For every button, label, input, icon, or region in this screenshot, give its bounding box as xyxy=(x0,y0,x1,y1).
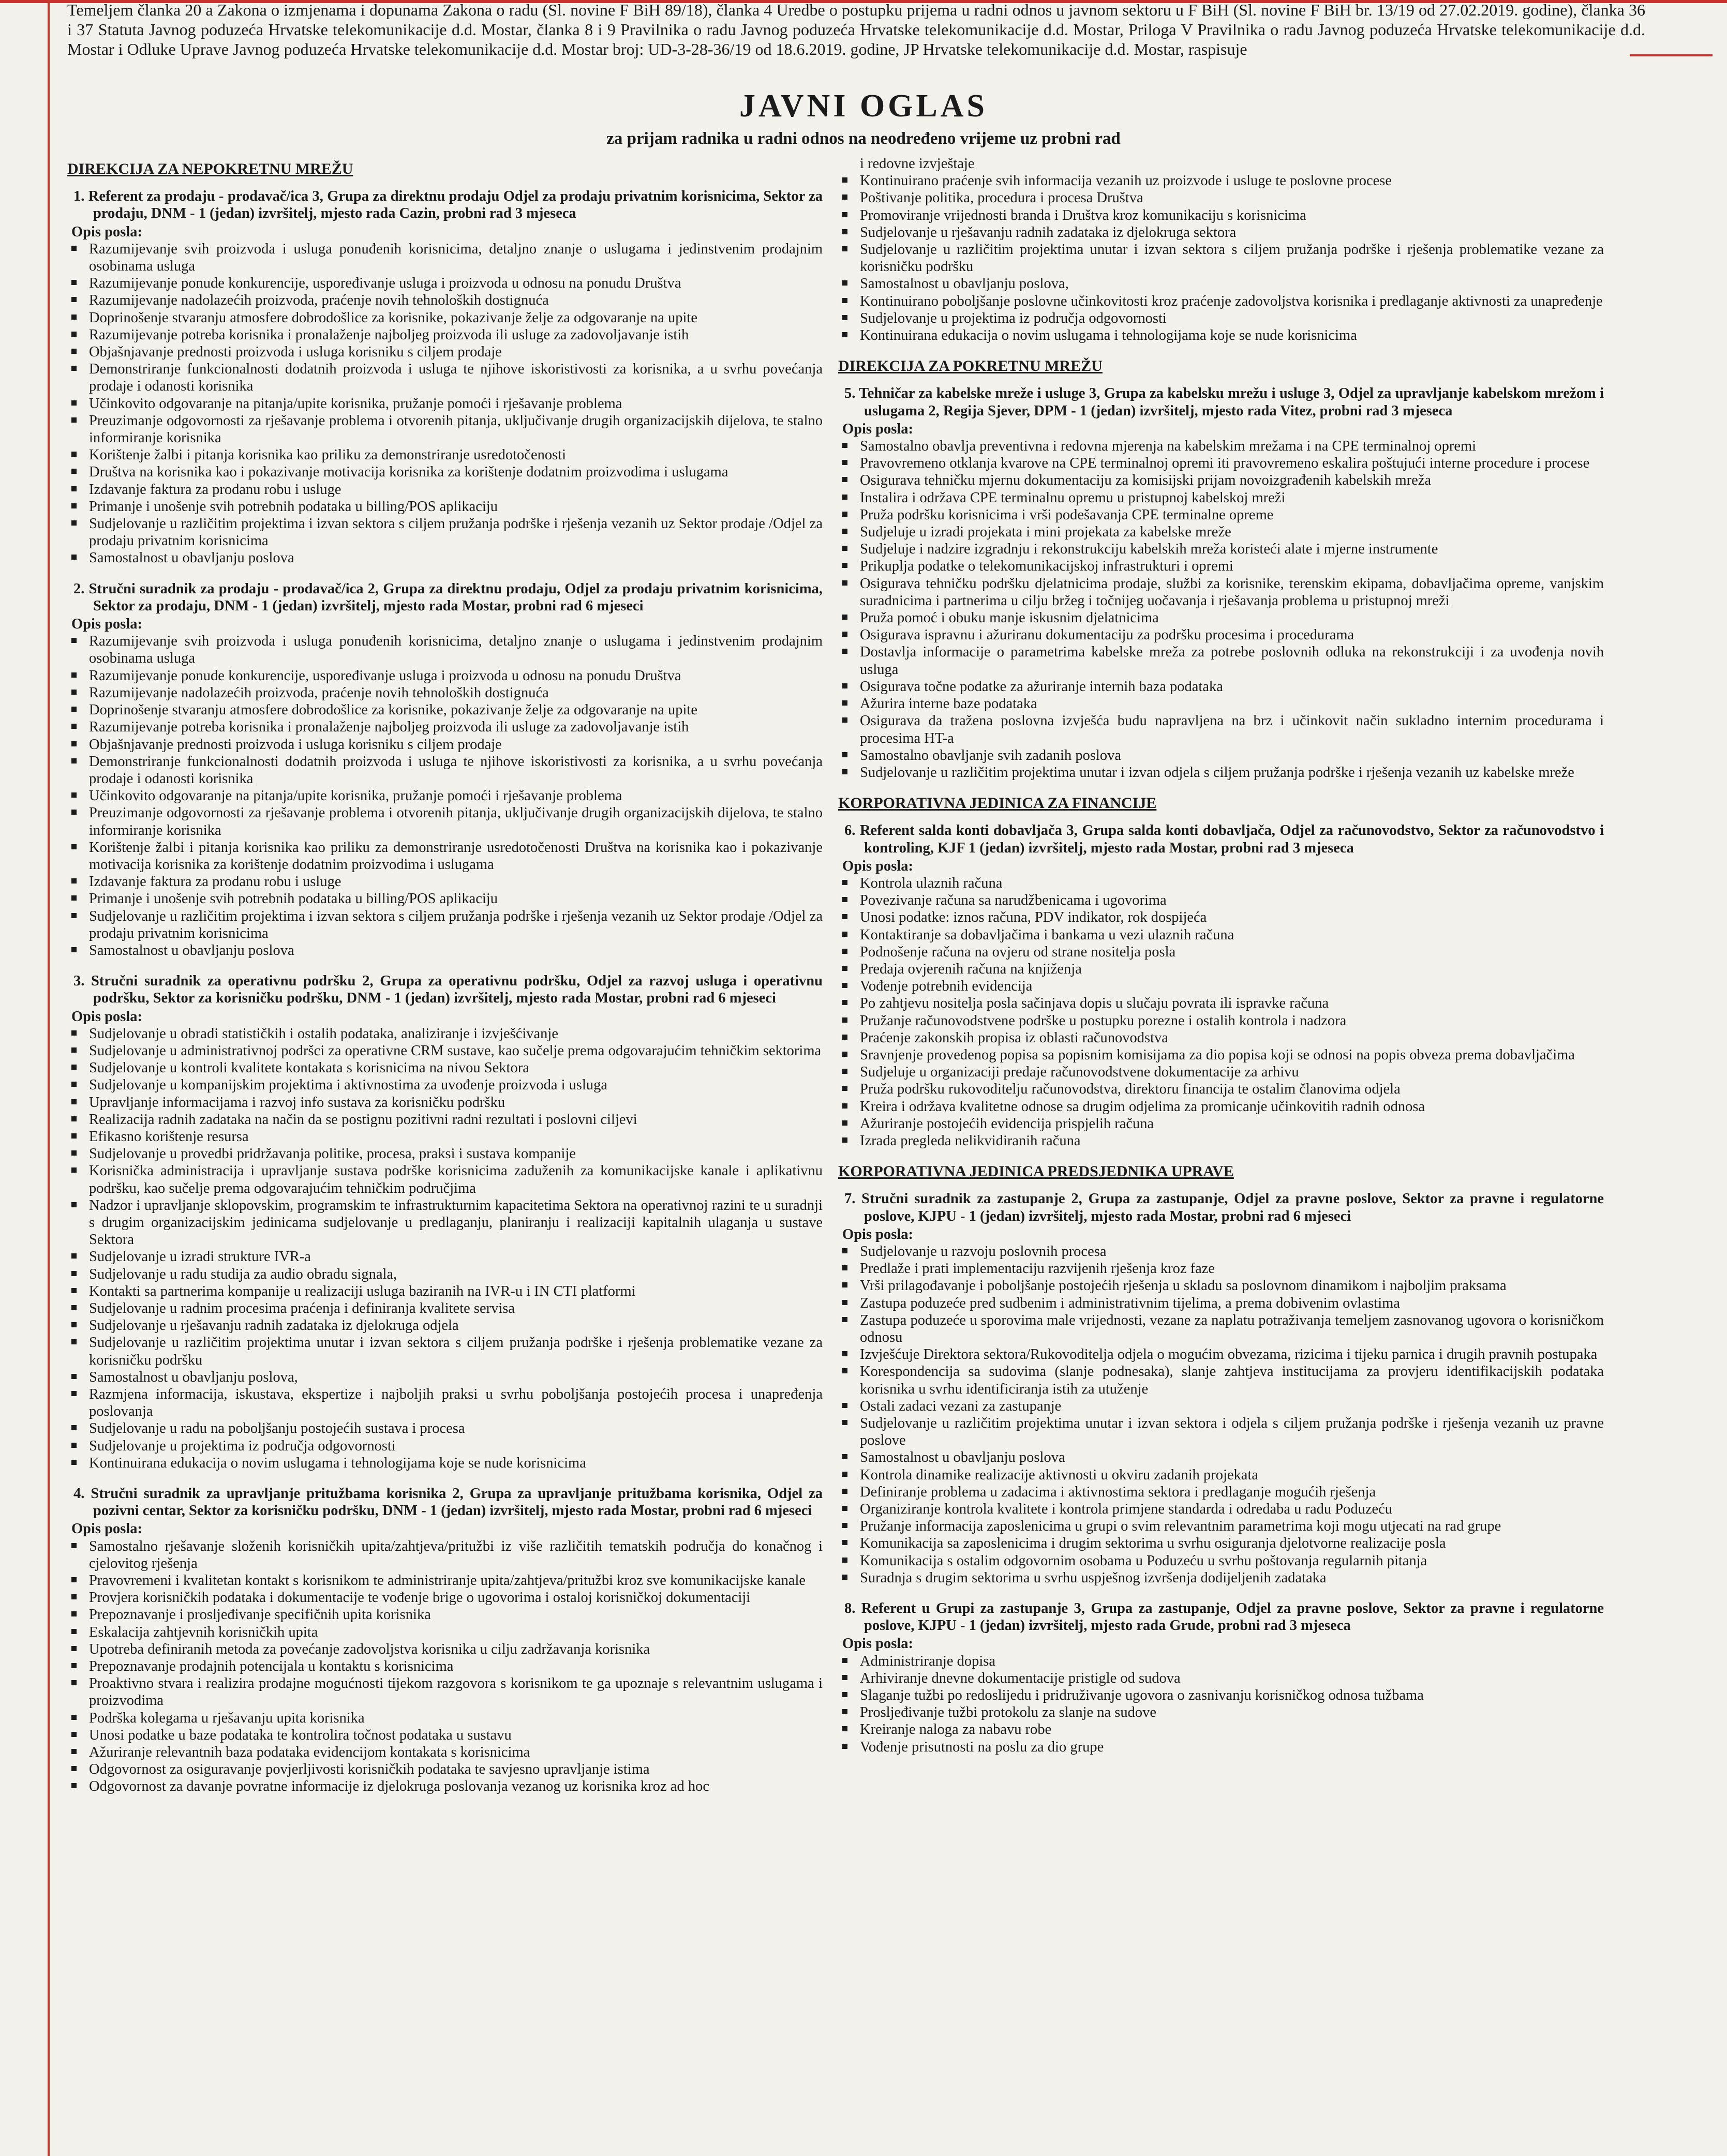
duty-item: Sudjelovanje u provedbi pridržavanja politike, procesa, praksi i sustava kompanije xyxy=(62,1145,823,1162)
duty-item: Osigurava točne podatke za ažuriranje internih baza podataka xyxy=(833,678,1604,695)
duty-item: Učinkovito odgovaranje na pitanja/upite korisnika, pružanje pomoći i rješavanje problema xyxy=(62,787,823,804)
duty-item: Razumijevanje potreba korisnika i pronalaženje najboljeg proizvoda ili usluge za zadovoljavanje istih xyxy=(62,326,823,343)
continued-duties-list xyxy=(833,172,1604,344)
duty-item: Sudjelovanje u kompanijskim projektima i aktivnostima za uvođenje proizvoda i usluga xyxy=(62,1076,823,1094)
duty-item: Povezivanje računa sa narudžbenicama i ugovorima xyxy=(833,892,1604,909)
duty-item: Sudjelovanje u radu studija za audio obradu signala, xyxy=(62,1266,823,1283)
duty-item: Praćenje zakonskih propisa iz oblasti računovodstva xyxy=(833,1029,1604,1046)
duty-item: Razumijevanje ponude konkurencije, uspoređivanje usluga i proizvoda u odnosu na ponudu Društva xyxy=(62,667,823,684)
duty-item: Vođenje prisutnosti na poslu za dio grupe xyxy=(833,1739,1604,1756)
duty-item: Vođenje potrebnih evidencija xyxy=(833,978,1604,995)
job-title: 1. Referent za prodaju - prodavač/ica 3, Grupa za direktnu prodaju Odjel za prodaju privatnim korisnicima, Sektor za prodaju, DNM - 1 (jedan) izvršitelj, mjesto rada Cazin, probni rad 3 mjeseca xyxy=(73,188,823,222)
duty-item: Osigurava ispravnu i ažuriranu dokumentaciju za podršku procesima i procedurama xyxy=(833,626,1604,643)
duty-item: Pravovremeno otklanja kvarove na CPE terminalnoj opremi iti pravovremeno eskalira poštujući interne procedure i procese xyxy=(833,455,1604,472)
duty-item: Razumijevanje potreba korisnika i pronalaženje najboljeg proizvoda ili usluge za zadovoljavanje istih xyxy=(62,718,823,736)
duty-item: Razumijevanje ponude konkurencije, uspoređivanje usluga i proizvoda u odnosu na ponudu Društva xyxy=(62,275,823,292)
duty-item: Samostalnost u obavljanju poslova xyxy=(62,549,823,566)
duty-item: Osigurava tehničku mjernu dokumentaciju za komisijski prijam novoizgrađenih kabelskih mreža xyxy=(833,472,1604,489)
duties-list xyxy=(833,875,1604,1149)
duty-item: Preuzimanje odgovornosti za rješavanje problema i otvorenih pitanja, uključivanje drugih organizacijskih dijelova, te stalno informiranje korisnika xyxy=(62,412,823,446)
duty-item: Objašnjavanje prednosti proizvoda i usluga korisniku s ciljem prodaje xyxy=(62,736,823,753)
job-posting xyxy=(833,1190,1604,1586)
duty-item: Razumijevanje nadolazećih proizvoda, praćenje novih tehnoloških dostignuća xyxy=(62,684,823,701)
job-description-label: Opis posla: xyxy=(71,1008,143,1025)
duty-item: Ažuriranje postojećih evidencija prispjelih računa xyxy=(833,1115,1604,1132)
preamble-text: Temeljem članka 20 a Zakona o izmjenama i dopunama Zakona o radu (Sl. novine F BiH 89/18), člankа 4 Uredbe o postupku prijema u radni odnos u javnom sektoru u F BiH (Sl. novine F BiH br. 13/19 od 27.02.2019. godine), članka 36 i 37 Statuta Javnog poduzeća Hrvatske telekomunikacije d.d. Mostar, članka 8 i 9 Pravilnika o radu Javnog poduzeća Hrvatske telekomunikacije d.d. Mostar, Priloga V Pravilnika o radu Javnog poduzeća Hrvatske telekomunikacije d.d. Mostar i Odluke Uprave Javnog poduzeća Hrvatske telekomunikacije d.d. Mostar broj: UD-3-28-36/19 od 18.6.2019. godine, JP Hrvatske telekomunikacije d.d. Mostar, raspisuje xyxy=(67,1,1645,58)
duty-item: Osigurava da tražena poslovna izvješća budu napravljena na brz i učinkovit način sukladno internim procedurama i procesima HT-a xyxy=(833,712,1604,746)
job-description-label: Opis posla: xyxy=(842,421,914,437)
duties-list xyxy=(62,1025,823,1472)
job-posting xyxy=(62,1485,823,1795)
duty-item: Samostalno rješavanje složenih korisničkih upita/zahtjeva/pritužbi iz više različitih tematskih područja do konačnog i cjelovitog rješenja xyxy=(62,1538,823,1572)
duty-item: Primanje i unošenje svih potrebnih podataka u billing/POS aplikaciju xyxy=(62,890,823,907)
duty-item: Razumijevanje svih proizvoda i usluga ponuđenih korisnicima, detaljno znanje o uslugama i jedinstvenim prodajnim osobinama usluga xyxy=(62,633,823,667)
left-red-border xyxy=(48,0,50,2156)
duty-item: Pruža pomoć i obuku manje iskusnim djelatnicima xyxy=(833,609,1604,626)
duty-item: Kontrola ulaznih računa xyxy=(833,875,1604,892)
duty-item: Razmjena informacija, iskustava, ekspertize i najboljih praksi u svrhu poboljšanja postojećih procesa i unapređenja poslovanja xyxy=(62,1386,823,1420)
job-title: 2. Stručni suradnik za prodaju - prodavač/ica 2, Grupa za direktnu prodaju, Odjel za prodaju privatnim korisnicima, Sektor za prodaju, DNM - 1 (jedan) izvršitelj, mjesto rada Mostar, probni rad 6 mjeseci xyxy=(73,580,823,614)
duty-item: Podrška kolegama u rješavanju upita korisnika xyxy=(62,1710,823,1727)
duty-item: Kontinuirano praćenje svih informacija vezanih uz proizvode i usluge te poslovne procese xyxy=(833,172,1604,189)
duty-item: Kontinuirano poboljšanje poslovne učinkovitosti kroz praćenje zadovoljstva korisnika i predlaganje aktivnosti za unapređenje xyxy=(833,293,1604,310)
job-description-label: Opis posla: xyxy=(71,616,143,633)
duty-item: Zastupa poduzeće u sporovima male vrijednosti, vezane za naplatu potraživanja temeljem zasnovanog ugovora o korisničkom odnosu xyxy=(833,1312,1604,1346)
duty-item: Pružanje računovodstvene podrške u postupku porezne i ostalih kontrola i nadzora xyxy=(833,1012,1604,1029)
job-posting xyxy=(62,972,823,1472)
duty-item: Arhiviranje dnevne dokumentacije pristigle od sudova xyxy=(833,1670,1604,1687)
job-posting xyxy=(833,1600,1604,1756)
duty-item: Korištenje žalbi i pitanja korisnika kao priliku za demonstriranje usredotočenosti Društva na korisnika kao i pokazivanje motivacija korisnika za korištenje dodatnim proizvodima i uslugama xyxy=(62,839,823,873)
section-heading: KORPORATIVNA JEDINICA ZA FINANCIJE xyxy=(838,795,1157,812)
duty-item: Razumijevanje nadolazećih proizvoda, praćenje novih tehnoloških dostignuća xyxy=(62,292,823,309)
job-title: 5. Tehničar za kabelske mreže i usluge 3, Grupa za kabelsku mrežu i usluge 3, Odjel za upravljanje kabelskom mrežom i uslugama 2, Regija Sjever, DPM - 1 (jedan) izvršitelj, mjesto rada Vitez, probni rad 3 mjeseca xyxy=(844,385,1604,419)
duty-item: Komunikacija s ostalim odgovornim osobama u Poduzeću u svrhu poštovanja regularnih pitanja xyxy=(833,1552,1604,1569)
section-heading: DIREKCIJA ZA POKRETNU MREŽU xyxy=(838,357,1103,375)
duty-item: Suradnja s drugim sektorima u svrhu uspješnog izvršenja dodijeljenih zadataka xyxy=(833,1569,1604,1586)
duty-item: Razumijevanje svih proizvoda i usluga ponuđenih korisnicima, detaljno znanje o uslugama i jedinstvenim prodajnim osobinama usluga xyxy=(62,241,823,275)
duty-item: Eskalacija zahtjevnih korisničkih upita xyxy=(62,1624,823,1641)
duties-list xyxy=(62,633,823,959)
duty-item: Odgovornost za davanje povratne informacije iz djelokruga poslovanja vezanog uz korisnika kroz ad hoc xyxy=(62,1778,823,1795)
duty-item: Samostalno obavljanje svih zadanih poslova xyxy=(833,747,1604,764)
duty-item: Sudjelovanje u različitim projektima unutar i izvan sektora s ciljem pružanja podrške i rješenja problematike vezane za korisničku podršku xyxy=(62,1334,823,1368)
duty-item: Sudjelovanje u različitim projektima i izvan sektora s ciljem pružanja podrške i rješenja vezanih uz Sektor prodaje /Odjel za prodaju privatnim korisnicima xyxy=(62,515,823,549)
job-title: 8. Referent u Grupi za zastupanje 3, Grupa za zastupanje, Odjel za pravne poslove, Sektor za pravne i regulatorne poslove, KJPU - 1 (jedan) izvršitelj, mjesto rada Grude, probni rad 3 mjeseca xyxy=(844,1600,1604,1634)
duty-item: Administriranje dopisa xyxy=(833,1653,1604,1670)
duty-item: Dostavlja informacije o parametrima kabelske mreža za potrebe poslovnih odluka na rekonstrukciji i za uvođenja novih usluga xyxy=(833,643,1604,678)
duty-item: Samostalnost u obavljanju poslova, xyxy=(62,1369,823,1386)
duty-item: Sudjelovanje u projektima iz područja odgovornosti xyxy=(62,1438,823,1455)
duty-item: Sudjelovanje u različitim projektima unutar i izvan odjela s ciljem pružanja podrške i rješenja vezanih uz kabelske mreže xyxy=(833,764,1604,781)
job-description-label: Opis posla: xyxy=(71,1521,143,1537)
duty-item: Predlaže i prati implementaciju razvijenih rješenja kroz faze xyxy=(833,1260,1604,1277)
duty-item: Ažuriranje relevantnih baza podataka evidencijom kontakata s korisnicima xyxy=(62,1744,823,1761)
duty-item: Preuzimanje odgovornosti za rješavanje problema i otvorenih pitanja, uključivanje drugih organizacijskih dijelova, te stalno informiranje korisnika xyxy=(62,804,823,839)
duty-item: Pružanje informacija zaposlenicima u grupi o svim relevantnim parametrima koji mogu utjecati na rad grupe xyxy=(833,1518,1604,1535)
duty-item: Poštivanje politika, procedura i procesa Društva xyxy=(833,189,1604,206)
duty-item: Prosljeđivanje tužbi protokolu za slanje na sudove xyxy=(833,1704,1604,1721)
duty-item: Demonstriranje funkcionalnosti dodatnih proizvoda i usluga te njihove iskoristivosti za korisnika, a u svrhu povećanja prodaje i odanosti korisnika xyxy=(62,753,823,787)
duty-item: Izdavanje faktura za prodanu robu i usluge xyxy=(62,481,823,498)
duty-item: Sudjelovanje u obradi statističkih i ostalih podataka, analiziranje i izvješćivanje xyxy=(62,1025,823,1042)
duties-list xyxy=(62,1538,823,1795)
duty-item: Definiranje problema u zadacima i aktivnostima sektora i predlaganje mogućih rješenja xyxy=(833,1484,1604,1501)
duty-item: Kontinuirana edukacija o novim uslugama i tehnologijama koje se nude korisnicima xyxy=(833,327,1604,344)
duty-item: Organiziranje kontrola kvalitete i kontrola primjene standarda i odredaba u radu Poduzeću xyxy=(833,1501,1604,1518)
duty-item: Sudjelovanje u radnim procesima praćenja i definiranja kvalitete servisa xyxy=(62,1300,823,1317)
duty-item: Doprinošenje stvaranju atmosfere dobrodošlice za korisnike, pokazivanje želje za odgovaranje na upite xyxy=(62,309,823,326)
ad-subtitle: za prijam radnika u radni odnos na neodređeno vrijeme uz probni rad xyxy=(606,129,1121,148)
duty-item: Primanje i unošenje svih potrebnih podataka u billing/POS aplikaciju xyxy=(62,498,823,515)
job-description-label: Opis posla: xyxy=(842,1636,914,1652)
duty-item: Efikasno korištenje resursa xyxy=(62,1128,823,1145)
duty-item: Kreira i održava kvalitetne odnose sa drugim odjelima za promicanje učinkovitih radnih odnosa xyxy=(833,1098,1604,1115)
duty-item: Izdavanje faktura za prodanu robu i usluge xyxy=(62,873,823,890)
duty-item: Provjera korisničkih podataka i dokumentacije te vođenje brige o ugovorima i ostaloj korisničkoj dokumentaciji xyxy=(62,1589,823,1606)
left-column xyxy=(62,155,823,1809)
duty-item: Pruža podršku rukovoditelju računovodstva, direktoru financija te ostalim članovima odjela xyxy=(833,1081,1604,1098)
duty-item: Po zahtjevu nositelja posla sačinjava dopis u slučaju povrata ili ispravke računa xyxy=(833,995,1604,1012)
duty-item: Kreiranje naloga za nabavu robe xyxy=(833,1721,1604,1738)
duty-item: Promoviranje vrijednosti branda i Društva kroz komunikaciju s korisnicima xyxy=(833,207,1604,224)
duties-list xyxy=(62,241,823,567)
duty-item: Pravovremeni i kvalitetan kontakt s korisnikom te administriranje upita/zahtjeva/pritužbi kroz sve komunikacijske kanale xyxy=(62,1572,823,1589)
job-posting xyxy=(62,580,823,959)
job-description-label: Opis posla: xyxy=(842,1226,914,1242)
duty-item: Prepoznavanje prodajnih potencijala u kontaktu s korisnicima xyxy=(62,1658,823,1675)
duty-item: Samostalnost u obavljanju poslova xyxy=(62,942,823,959)
duty-item: Samostalnost u obavljanju poslova, xyxy=(833,275,1604,292)
duty-item: Izrada pregleda nelikvidiranih računa xyxy=(833,1132,1604,1149)
job-title: 6. Referent salda konti dobavljača 3, Grupa salda konti dobavljača, Odjel za računovodstvo, Sektor za računovodstvo i kontroling, KJF 1 (jedan) izvršitelj, mjesto rada Mostar, probni rad 3 mjeseca xyxy=(844,822,1604,856)
duty-item: Kontaktiranje sa dobavljačima i bankama u vezi ulaznih računa xyxy=(833,926,1604,944)
duty-item: Komunikacija sa zaposlenicima i drugim sektorima u svrhu osiguranja djelotvorne realizacije posla xyxy=(833,1535,1604,1552)
duty-item: Ažurira interne baze podataka xyxy=(833,695,1604,712)
duty-item: Korespondencija sa sudovima (slanje podnesaka), slanje zahtjeva institucijama za provjeru identifikacijskih podataka korisnika u svrhu identificiranja istih za utuženje xyxy=(833,1363,1604,1397)
duty-item: Proaktivno stvara i realizira prodajne mogućnosti tijekom razgovora s korisnikom te ga upoznaje s relevantnim uslugama i proizvodima xyxy=(62,1675,823,1709)
job-title: 4. Stručni suradnik za upravljanje pritužbama korisnika 2, Grupa za upravljanje pritužbama korisnika, Odjel za pozivni centar, Sektor za korisničku podršku, DNM - 1 (jedan) izvršitelj, mjesto rada Mostar, probni rad 6 mjeseci xyxy=(73,1486,823,1519)
duty-item: Kontrola dinamike realizacije aktivnosti u okviru zadanih projekata xyxy=(833,1466,1604,1484)
duty-item: Slaganje tužbi po redoslijedu i pridruživanje ugovora o zasnivanju korisničkog odnosa tužbama xyxy=(833,1687,1604,1704)
duty-item: Pruža podršku korisnicima i vrši podešavanja CPE terminalne opreme xyxy=(833,506,1604,523)
legal-preamble xyxy=(67,0,1645,59)
duty-item: Korištenje žalbi i pitanja korisnika kao priliku za demonstriranje usredotočenosti xyxy=(62,446,823,463)
duty-item: Sudjelovanje u projektima iz područja odgovornosti xyxy=(833,310,1604,327)
duty-item: Sudjelovanje u različitim projektima unutar i izvan sektora s ciljem pružanja podrške i rješenja problematike vezane za korisničku podršku xyxy=(833,241,1604,275)
duty-item: Doprinošenje stvaranju atmosfere dobrodošlice za korisnike, pokazivanje želje za odgovaranje na upite xyxy=(62,701,823,718)
duty-item: Upravljanje informacijama i razvoj info sustava za korisničku podršku xyxy=(62,1094,823,1111)
job-description-label: Opis posla: xyxy=(71,223,143,240)
section-heading: DIREKCIJA ZA NEPOKRETNU MREŽU xyxy=(67,160,353,177)
right-column xyxy=(833,155,1604,1769)
duty-item: Sudjelovanje u rješavanju radnih zadataka iz djelokruga odjela xyxy=(62,1317,823,1334)
duty-item: Instalira i održava CPE terminalnu opremu u pristupnoj kabelskoj mreži xyxy=(833,489,1604,506)
duties-list xyxy=(833,1243,1604,1586)
duty-item: Ostali zadaci vezani za zastupanje xyxy=(833,1398,1604,1415)
duties-list xyxy=(833,1653,1604,1756)
duty-item: Učinkovito odgovaranje na pitanja/upite korisnika, pružanje pomoći i rješavanje problema xyxy=(62,395,823,412)
duty-item: Sudjeluje u organizaciji predaje računovodstvene dokumentacije za arhivu xyxy=(833,1064,1604,1081)
duty-item: Vrši prilagođavanje i poboljšanje postojećih rješenja u skladu sa poslovnom dinamikom i najboljim praksama xyxy=(833,1277,1604,1294)
duty-item: Sudjeluje i nadzire izgradnju i rekonstrukciju kabelskih mreža koristeći alate i mjerne instrumente xyxy=(833,541,1604,558)
duty-item: Sudjelovanje u različitim projektima unutar i izvan sektora i odjela s ciljem pružanja podrške i rješenja vezanih uz pravne poslove xyxy=(833,1415,1604,1449)
duty-item: Samostalno obavlja preventivna i redovna mjerenja na kabelskim mrežama i na CPE terminalnoj opremi xyxy=(833,438,1604,455)
duty-item: Korisnička administracija i upravljanje sustava podrške korisnicima zaduženih za komunikacijske kanale i aplikativnu podršku, kao sučelje prema odgovarajućim tehničkim područjima xyxy=(62,1162,823,1196)
section-heading: KORPORATIVNA JEDINICA PREDSJEDNIKA UPRAVE xyxy=(838,1163,1234,1180)
duty-item: Nadzor i upravljanje sklopovskim, programskim te infrastrukturnim kapacitetima Sektora na operativnoj razini te u suradnji s drugim organizacijskim jedinicama sudjelovanje u predlaganju, planiranju i realizaciji kapitalnih ulaganja u sustave Sektora xyxy=(62,1197,823,1249)
duty-item: Sudjelovanje u radu na poboljšanju postojećih sustava i procesa xyxy=(62,1420,823,1437)
duty-item: Izvješćuje Direktora sektora/Rukovoditelja odjela o mogućim obvezama, rizicima i tijeku parnica i drugih pravnih postupaka xyxy=(833,1346,1604,1363)
duty-item: Sudjeluje u izradi projekata i mini projekata za kabelske mreže xyxy=(833,523,1604,541)
duty-item: Odgovornost za osiguravanje povjerljivosti korisničkih podataka te savjesno upravljanje istima xyxy=(62,1761,823,1778)
continued-text: i redovne izvještaje xyxy=(860,156,975,172)
duty-item: Samostalnost u obavljanju poslova xyxy=(833,1449,1604,1466)
duty-item: Podnošenje računa na ovjeru od strane nositelja posla xyxy=(833,944,1604,961)
duty-item: Sudjelovanje u različitim projektima i izvan sektora s ciljem pružanja podrške i rješenja vezanih uz Sektor prodaje /Odjel za prodaju privatnim korisnicima xyxy=(62,908,823,942)
duty-item: Kontakti sa partnerima kompanije u realizaciji usluga baziranih na IVR-u i IN CTI platformi xyxy=(62,1283,823,1300)
job-posting xyxy=(62,188,823,566)
ad-title: JAVNI OGLAS xyxy=(739,88,988,124)
duty-item: Sudjelovanje u administrativnoj podršci za operativne CRM sustave, kao sučelje prema odgovarajućim tehničkim sektorima xyxy=(62,1042,823,1059)
duty-item: Društva na korisnika kao i pokazivanje motivacija korisnika za korištenje dodatnim proizvodima i uslugama xyxy=(62,463,823,481)
duty-item: Prepoznavanje i prosljeđivanje specifičnih upita korisnika xyxy=(62,1606,823,1623)
duties-list xyxy=(833,438,1604,781)
duty-item: Sudjelovanje u rješavanju radnih zadataka iz djelokruga sektora xyxy=(833,224,1604,241)
job-description-label: Opis posla: xyxy=(842,858,914,874)
duty-item: Osigurava tehničku podršku djelatnicima prodaje, službi za korisnike, terenskim ekipama, dobavljačima opreme, vanjskim suradnicima i partnerima u cilju bržeg i točnijeg uočavanja i rješavanja problema u pristupnoj mreži xyxy=(833,575,1604,609)
duty-item: Sudjelovanje u razvoju poslovnih procesa xyxy=(833,1243,1604,1260)
job-posting xyxy=(833,385,1604,781)
job-posting xyxy=(833,822,1604,1149)
duty-item: Demonstriranje funkcionalnosti dodatnih proizvoda i usluga te njihove iskoristivosti za korisnika, a u svrhu povećanja prodaje i odanosti korisnika xyxy=(62,361,823,395)
duty-item: Prikuplja podatke o telekomunikacijskoj infrastrukturi i opremi xyxy=(833,558,1604,575)
job-title: 7. Stručni suradnik za zastupanje 2, Grupa za zastupanje, Odjel za pravne poslove, Sektor za pravne i regulatorne poslove, KJPU - 1 (jedan) izvršitelj, mjesto rada Mostar, probni rad 6 mjeseci xyxy=(844,1191,1604,1224)
duty-item: Kontinuirana edukacija o novim uslugama i tehnologijama koje se nude korisnicima xyxy=(62,1455,823,1472)
duty-item: Objašnjavanje prednosti proizvoda i usluga korisniku s ciljem prodaje xyxy=(62,343,823,361)
duty-item: Sravnjenje provedenog popisa sa popisnim komisijama za dio popisa koji se odnosi na popis obveza prema dobavljačima xyxy=(833,1046,1604,1064)
duty-item: Sudjelovanje u kontroli kvalitete kontakata s korisnicima na nivou Sektora xyxy=(62,1059,823,1076)
duty-item: Predaja ovjerenih računa na knjiženja xyxy=(833,961,1604,978)
duty-item: Realizacija radnih zadataka na način da se postignu pozitivni radni rezultati i poslovni ciljevi xyxy=(62,1111,823,1128)
duty-item: Upotreba definiranih metoda za povećanje zadovoljstva korisnika u cilju zadržavanja korisnika xyxy=(62,1641,823,1658)
job-title: 3. Stručni suradnik za operativnu podršku 2, Grupa za operativnu podršku, Odjel za razvoj usluga i operativnu podršku, Sektor za korisničku podršku, DNM - 1 (jedan) izvršitelj, mjesto rada Mostar, probni rad 6 mjeseci xyxy=(73,973,823,1007)
duty-item: Sudjelovanje u izradi strukture IVR-a xyxy=(62,1248,823,1265)
duty-item: Zastupa poduzeće pred sudbenim i administrativnim tijelima, a prema dobivenim ovlastima xyxy=(833,1295,1604,1312)
duty-item: Unosi podatke: iznos računa, PDV indikator, rok dospijeća xyxy=(833,909,1604,926)
duty-item: Unosi podatke u baze podataka te kontrolira točnost podataka u sustavu xyxy=(62,1727,823,1744)
